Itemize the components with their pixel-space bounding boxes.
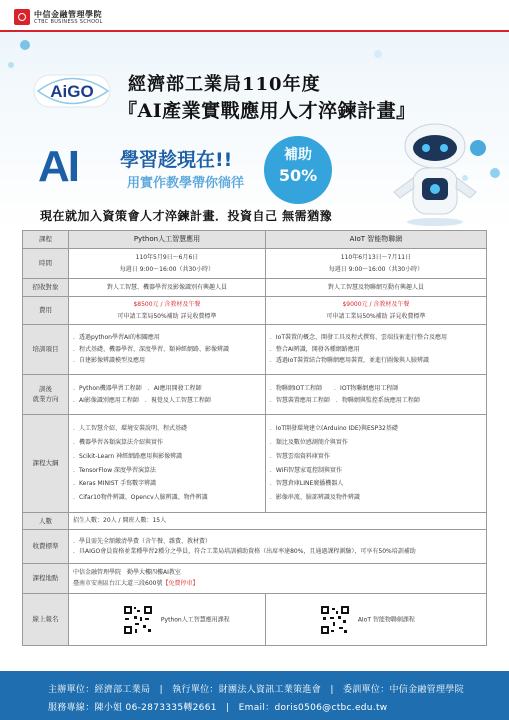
footer-contact: 服務專線：陳小姐 06-2873335轉2661 | Email：doris0506@ctbc.edu.tw [48, 703, 388, 713]
signup-python-label[interactable]: Python人工智慧應用課程 [160, 616, 230, 623]
outline-aiot [265, 415, 486, 513]
row-label-fee: 費用 [23, 297, 69, 325]
list-item: ．Cifar10物件辨識、Opencv人臉辨識、物件辨識 [73, 494, 208, 502]
slogan-main: 學習趁現在!! [120, 149, 233, 171]
decor-dot-icon [20, 40, 30, 50]
fee-python-price: $8500元 / 含教材及午餐 [133, 301, 201, 309]
time-aiot-hours: 每週日 9:00～16:00（共30小時） [328, 265, 424, 273]
table-row [23, 564, 487, 594]
time-python-dates: 110年5月9日～6月6日 [135, 254, 199, 262]
decor-dot-icon [8, 62, 14, 68]
table-row [23, 375, 487, 415]
title-line-1: 經濟部工業局110年度 [128, 74, 321, 95]
fee-python [69, 297, 266, 325]
title-line-2: 『AI產業實戰應用人才淬鍊計畫』 [118, 100, 416, 122]
list-item: ．程式基礎、機器學習、深度學習、類神經網路、影像辨識 [73, 345, 230, 353]
decor-dot-icon [374, 50, 382, 58]
school-name-zh: 中信金融管理學院 [34, 10, 102, 19]
location [69, 564, 487, 594]
course-name-python: Python人工智慧應用 [69, 231, 266, 249]
location-address: 臺南市安南區台江大道三段600號 [73, 579, 163, 587]
table-row [23, 530, 487, 564]
list-item: ．Scikit-Learn 神經網路應用與影像辨識 [73, 452, 183, 460]
list-item: ．類比及數位感測簡介與實作 [269, 438, 348, 446]
aigo-logo-text: AiGO [50, 82, 94, 101]
list-item: ．透過IoT裝置結合物聯網應用裝置，並進行圖像與人臉辨識 [269, 357, 429, 365]
subsidy-badge-label: 補助 [284, 147, 312, 163]
list-item: ．機器學習各類演算法介紹與實作 [73, 438, 164, 446]
row-label-course: 課程 [23, 231, 69, 249]
robot-illustration-icon [380, 120, 490, 230]
fee-python-subsidy: 可申請工業局50%補助 詳見收費標準 [117, 312, 217, 320]
table-row [23, 325, 487, 375]
list-item: ．人工智慧介紹、環境安裝說明、程式基礎 [73, 425, 188, 433]
school-name-en: CTBC BUSINESS SCHOOL [34, 19, 103, 25]
row-label-signup: 線上報名 [23, 594, 69, 646]
list-item: ．智慧裝置應用工程師 ．物聯網與監控系統應用工程師 [269, 396, 420, 404]
footer-bar [0, 671, 509, 720]
hero-subtitle: 現在就加入資策會人才淬鍊計畫．投資自己 無需猶豫 [40, 209, 333, 223]
signup-aiot[interactable] [265, 594, 486, 646]
subsidy-badge [264, 136, 332, 204]
list-item: ．透過python學習AI的相關應用 [73, 334, 160, 342]
list-item: ．影像串流、臉部辨識及物件辨識 [269, 494, 360, 502]
list-item: ．具AIGO會員資格並業種學習2種分之學員，符合工業局培訓補助資格（出席率達80%，且通過課程測驗），可享有50%培訓補助 [73, 547, 416, 555]
time-aiot-dates: 110年6月13日～7月11日 [340, 254, 412, 262]
fee-aiot-price: $9000元 / 含教材及午餐 [342, 301, 410, 309]
table-row [23, 513, 487, 530]
row-label-time: 時間 [23, 249, 69, 279]
qr-code-icon[interactable] [123, 605, 153, 635]
list-item: ．自建影像辨識模型及應用 [73, 357, 146, 365]
fee-standards [69, 530, 487, 564]
course-table [22, 230, 487, 646]
list-item: ．Python機器學習工程師 ．AI應用開發工程師 [73, 385, 202, 393]
decor-dot-icon [490, 168, 500, 178]
list-item: ．學員需先全額繳清學費（含午餐、雜費、教材費） [73, 537, 212, 545]
table-row [23, 279, 487, 297]
time-aiot [265, 249, 486, 279]
list-item: ．IoT裝置的概念、開發工具及程式撰寫、雲端技術進行整合及應用 [269, 334, 447, 342]
table-row [23, 231, 487, 249]
list-item: ．智慧雲端資料庫實作 [269, 452, 330, 460]
ai-heading: AI [38, 142, 78, 191]
fee-aiot [265, 297, 486, 325]
aigo-logo [32, 72, 112, 110]
row-label-target: 招收對象 [23, 279, 69, 297]
row-label-career: 訓後 就業方向 [23, 375, 69, 415]
outline-python [69, 415, 266, 513]
target-python: 對人工智慧、機器學習及影像識別有興趣人員 [69, 279, 266, 297]
school-logo-icon [14, 9, 30, 25]
slogan-sub: 用實作教學帶你徜徉 [127, 176, 245, 191]
time-python-hours: 每週日 9:00～16:00（共30小時） [119, 265, 215, 273]
time-python [69, 249, 266, 279]
footer-organizers: 主辦單位：經濟部工業局 | 執行單位：財團法人資訊工業策進會 | 委訓單位：中信金融管理學院 [48, 685, 464, 695]
items-aiot [265, 325, 486, 375]
subsidy-badge-value: 50% [278, 166, 318, 185]
course-name-aiot: AIoT 智能物聯網 [265, 231, 486, 249]
row-label-count: 人數 [23, 513, 69, 530]
location-address-line [73, 579, 482, 589]
career-python [69, 375, 266, 415]
enrollment-count: 招生人數：20人 / 開班人數：15人 [69, 513, 487, 530]
target-aiot: 對人工智慧及物聯網互動有興趣人員 [265, 279, 486, 297]
list-item: ．IoT開發環境建立(Arduino IDE)與ESP32基礎 [269, 425, 398, 433]
items-python [69, 325, 266, 375]
career-aiot [265, 375, 486, 415]
row-label-items: 培訓項目 [23, 325, 69, 375]
list-item: ．WiFi智慧家電控制與實作 [269, 466, 343, 474]
top-header [0, 0, 509, 30]
table-row [23, 249, 487, 279]
list-item: ．整合AI辨識，開發各種網路應用 [269, 345, 360, 353]
signup-python[interactable] [69, 594, 266, 646]
qr-code-icon[interactable] [320, 605, 350, 635]
row-label-docs: 收費標準 [23, 530, 69, 564]
location-building: 中信金融管理學院 勤學大樓四樓AI教室 [73, 569, 181, 577]
row-label-location: 課程地點 [23, 564, 69, 594]
table-row [23, 415, 487, 513]
list-item: ．Keras MINIST 手寫數字辨識 [73, 480, 157, 488]
list-item: ．智慧倉庫LINE廣播機器人 [269, 480, 344, 488]
list-item: ．物聯網IOT工程師 ．IOT物聯網應用工程師 [269, 385, 399, 393]
fee-aiot-subsidy: 可申請工業局50%補助 詳見收費標準 [326, 312, 426, 320]
table-row [23, 297, 487, 325]
table-row [23, 594, 487, 646]
row-label-outline: 課程大綱 [23, 415, 69, 513]
free-parking-note: 【免費停車】 [162, 579, 199, 587]
list-item: ．AI影像識別應用工程師 ．視覺及人工智慧工程師 [73, 396, 211, 404]
signup-aiot-label[interactable]: AIoT 智能物聯網課程 [357, 616, 415, 623]
list-item: ．TensorFlow 深度學習演算法 [73, 466, 157, 474]
